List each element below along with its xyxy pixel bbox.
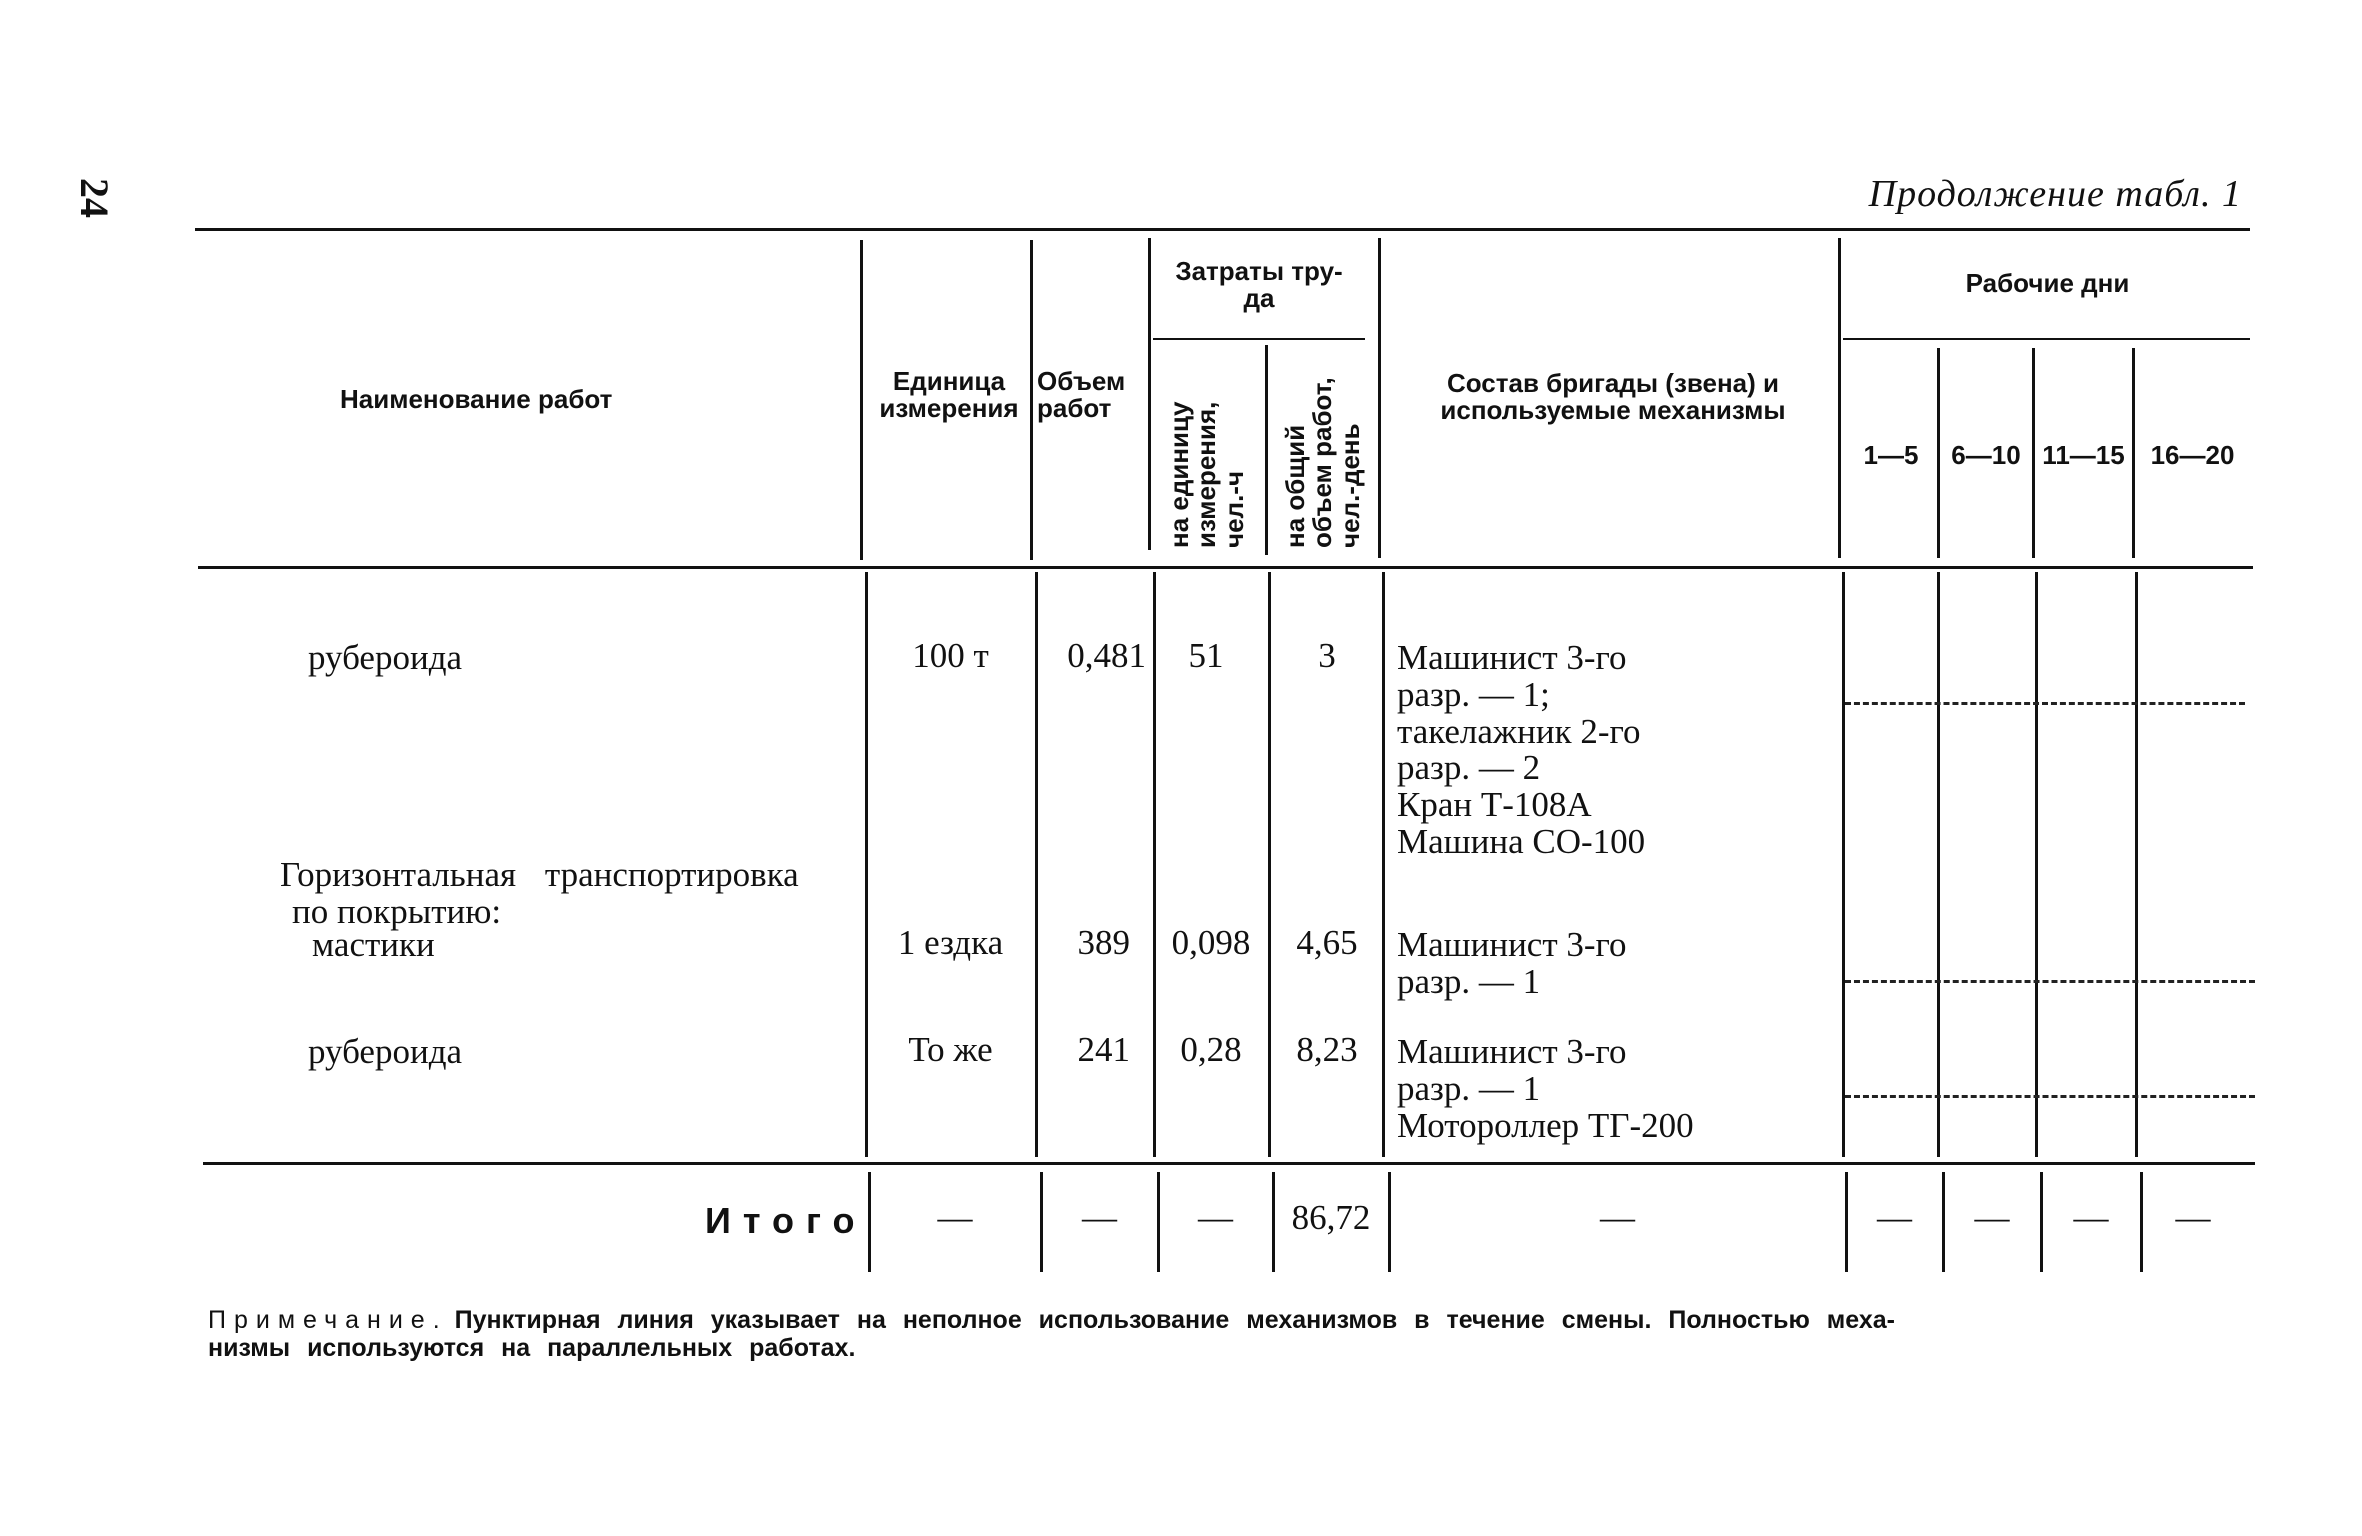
row-unit: То же bbox=[908, 1030, 993, 1069]
group-heading-line: Горизонтальная транспортировка bbox=[280, 855, 799, 894]
note-line: низмы используются на параллельных работах. bbox=[208, 1333, 856, 1362]
crew-line: Машинист 3-го bbox=[1397, 1032, 1627, 1071]
total-day: — bbox=[2073, 1198, 2109, 1237]
crew-line: Машинист 3-го bbox=[1397, 925, 1627, 964]
header-day-range: 6—10 bbox=[1951, 440, 2021, 470]
header-divider bbox=[1378, 238, 1381, 558]
note-line bbox=[208, 1307, 2233, 1335]
workdays-header-rule bbox=[1843, 338, 2250, 340]
body-divider bbox=[1842, 572, 1845, 1157]
total-per-unit: — bbox=[1198, 1198, 1233, 1237]
row-name: рубероида bbox=[308, 1032, 463, 1071]
total-total: 86,72 bbox=[1291, 1198, 1371, 1237]
mechanism-usage-dash bbox=[1845, 702, 2245, 705]
header-unit-line: измерения bbox=[879, 393, 1019, 424]
header-volume-line: работ bbox=[1037, 393, 1112, 424]
row-per-unit: 51 bbox=[1188, 636, 1224, 675]
header-name: Наименование работ bbox=[340, 384, 613, 414]
header-crew bbox=[1388, 370, 1838, 425]
header-crew-line: используемые механизмы bbox=[1440, 395, 1786, 426]
header-labor-line: Затраты тру- bbox=[1175, 256, 1343, 286]
total-unit: — bbox=[937, 1198, 973, 1237]
header-workdays: Рабочие дни bbox=[1965, 268, 2130, 298]
header-total-line: чел.-день bbox=[1334, 423, 1365, 548]
total-crew: — bbox=[1600, 1198, 1635, 1237]
row-crew bbox=[1397, 640, 1837, 861]
row-name: рубероида bbox=[308, 638, 463, 677]
row-total: 8,23 bbox=[1296, 1030, 1358, 1069]
total-label: Итого bbox=[705, 1200, 867, 1241]
crew-line: разр. — 1 bbox=[1397, 961, 1541, 1001]
table-top-rule bbox=[195, 228, 2250, 231]
header-divider bbox=[1030, 240, 1033, 560]
header-total bbox=[1282, 377, 1364, 548]
row-name: мастики bbox=[312, 925, 435, 964]
body-divider bbox=[1382, 572, 1385, 1157]
header-per-unit bbox=[1166, 402, 1248, 548]
crew-line: Машина СО-100 bbox=[1397, 821, 1646, 861]
header-unit bbox=[868, 368, 1030, 423]
body-divider bbox=[2135, 572, 2138, 1157]
header-unit-line: Единица bbox=[892, 366, 1006, 396]
header-day-range: 1—5 bbox=[1863, 440, 1919, 470]
header-day-range: 11—15 bbox=[2042, 440, 2125, 470]
header-volume-line: Объем bbox=[1037, 366, 1126, 396]
total-day: — bbox=[2175, 1198, 2211, 1237]
note-text: Пунктирная линия указывает на неполное использование механизмов в течение смены. Полностью меха- bbox=[454, 1306, 1895, 1334]
table-note bbox=[208, 1307, 2233, 1362]
note-label: Примечание. bbox=[208, 1306, 448, 1334]
crew-line: разр. — 2 bbox=[1397, 748, 1541, 788]
header-per-unit-line: чел.-ч bbox=[1218, 470, 1249, 548]
row-volume: 0,481 bbox=[1067, 636, 1146, 675]
row-unit: 100 т bbox=[912, 636, 989, 675]
crew-line: Мотороллер ТГ-200 bbox=[1397, 1105, 1694, 1145]
body-divider bbox=[1937, 572, 1940, 1157]
mechanism-usage-dash bbox=[1845, 980, 2255, 983]
header-divider bbox=[1838, 238, 1841, 558]
row-crew bbox=[1397, 1034, 1837, 1144]
header-per-unit-line: на единицу bbox=[1164, 401, 1194, 548]
row-crew bbox=[1397, 927, 1837, 1001]
table-caption: Продолжение табл. 1 bbox=[1868, 173, 2242, 215]
crew-line: такелажник 2-го bbox=[1397, 711, 1641, 751]
total-day: — bbox=[1974, 1198, 2010, 1237]
group-heading-line: по покрытию: bbox=[292, 891, 502, 931]
header-volume bbox=[1037, 368, 1149, 423]
crew-line: Машинист 3-го bbox=[1397, 638, 1627, 677]
body-bottom-rule bbox=[203, 1162, 2255, 1165]
header-divider bbox=[1265, 345, 1268, 555]
body-divider bbox=[2035, 572, 2038, 1157]
header-crew-line: Состав бригады (звена) и bbox=[1446, 368, 1780, 398]
row-volume: 389 bbox=[1077, 923, 1130, 962]
header-day-range: 16—20 bbox=[2150, 440, 2235, 470]
row-volume: 241 bbox=[1077, 1030, 1130, 1069]
row-total: 4,65 bbox=[1296, 923, 1358, 962]
header-labor-line: да bbox=[1243, 283, 1275, 314]
total-volume: — bbox=[1082, 1198, 1117, 1237]
header-bottom-rule bbox=[198, 566, 2253, 569]
crew-line: Кран Т-108А bbox=[1397, 785, 1592, 824]
row-per-unit: 0,098 bbox=[1171, 923, 1251, 962]
header-total-line: объем работ, bbox=[1307, 377, 1338, 548]
row-total: 3 bbox=[1318, 636, 1336, 675]
mechanism-usage-dash bbox=[1845, 1095, 2255, 1098]
header-divider bbox=[860, 240, 863, 560]
row-per-unit: 0,28 bbox=[1180, 1030, 1242, 1069]
total-day: — bbox=[1877, 1198, 1912, 1237]
row-unit: 1 ездка bbox=[897, 923, 1004, 962]
page-number: 24 bbox=[72, 178, 117, 218]
body-divider bbox=[1268, 572, 1271, 1157]
crew-line: разр. — 1; bbox=[1397, 674, 1550, 714]
labor-header-rule bbox=[1153, 338, 1365, 340]
crew-line: разр. — 1 bbox=[1397, 1068, 1541, 1108]
header-labor bbox=[1153, 258, 1365, 313]
group-heading bbox=[280, 857, 860, 931]
header-total-line: на общий bbox=[1280, 424, 1310, 548]
header-per-unit-line: измерения, bbox=[1191, 401, 1222, 548]
